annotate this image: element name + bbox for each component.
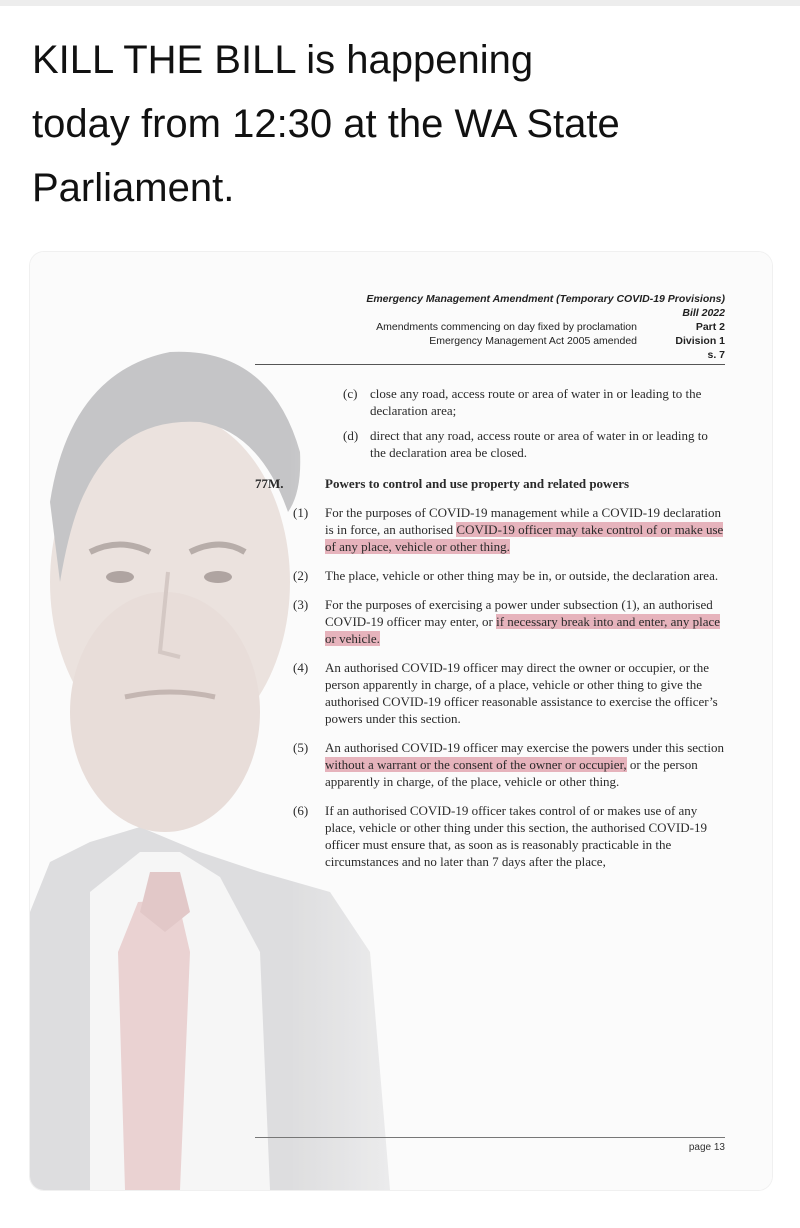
subsection-6-number: (6): [293, 803, 309, 818]
item-d: [255, 427, 725, 461]
subsection-2: [255, 567, 725, 584]
subsection-1-text: For the purposes of COVID-19 management while a COVID-19 declaration is in force, an authorised: [325, 505, 722, 537]
header-section: s. 7: [707, 349, 725, 361]
subsection-3-highlight: if necessary break into and enter, any place or vehicle.: [325, 614, 721, 646]
post-text-line-2: today from 12:30 at the WA State: [32, 102, 620, 146]
header-part: Part 2: [695, 321, 725, 333]
subsection-4-text: An authorised COVID-19 officer may direct the owner or occupier, or the person apparently in charge, of a place, vehicle or other thing to give the authorised COVID-19 officer reasonable assistance to exercise the officer’s powers under this section.: [325, 660, 718, 726]
subsection-4: [255, 659, 725, 727]
subsection-1-highlight: COVID-19 officer may take control of or make use of any place, vehicle or other thing.: [325, 522, 724, 554]
item-d-text: direct that any road, access route or area of water in or leading to the declaration area be closed.: [370, 428, 708, 460]
header-row-part: [255, 320, 725, 334]
subsection-4-number: (4): [293, 660, 309, 675]
post-text: [32, 28, 772, 220]
header-row-section: [255, 348, 725, 362]
item-c: [255, 385, 725, 419]
subsection-3-text: For the purposes of exercising a power under subsection (1), an authorised COVID-19 officer may enter, or: [325, 597, 713, 629]
header-rule: [255, 364, 725, 365]
post-image[interactable]: [30, 252, 772, 1190]
footer-rule: [255, 1137, 725, 1138]
page-number: page 13: [688, 1142, 725, 1153]
header-division: Division 1: [675, 335, 725, 347]
subsection-3-number: (3): [293, 597, 309, 612]
subsection-2-text: The place, vehicle or other thing may be in, or outside, the declaration area.: [325, 568, 719, 583]
item-d-number: (d): [343, 428, 359, 443]
post-text-line-1: KILL THE BILL is happening: [32, 38, 534, 82]
subsection-5-number: (5): [293, 740, 309, 755]
subsection-5: [255, 739, 725, 790]
item-c-text: close any road, access route or area of water in or leading to the declaration area;: [370, 386, 702, 418]
subsection-5-text-end: or the person apparently in charge, of the place, vehicle or other thing.: [325, 757, 698, 789]
subsection-1-number: (1): [293, 505, 309, 520]
previous-post-edge: [0, 0, 800, 6]
subsection-5-highlight: without a warrant or the consent of the owner or occupier,: [325, 757, 627, 772]
bill-year: Bill 2022: [682, 307, 725, 319]
page-header: [255, 292, 725, 365]
item-c-number: (c): [343, 386, 358, 401]
subsection-6-text: If an authorised COVID-19 officer takes control of or makes use of any place, vehicle or other thing under this section, the authorised COVID-19 officer must ensure that, as soon as is reasonably practicable in the circumstances and no later than 7 days after the place,: [325, 803, 707, 869]
header-commencement: Amendments commencing on day fixed by proclamation: [376, 321, 637, 333]
header-row-division: [255, 334, 725, 348]
section-title: Powers to control and use property and related powers: [325, 476, 630, 491]
section-77m-heading: [255, 475, 725, 492]
post-text-line-3: Parliament.: [32, 166, 235, 210]
subsection-3: [255, 596, 725, 647]
bill-title: Emergency Management Amendment (Temporary COVID-19 Provisions): [366, 293, 725, 305]
subsection-5-text: An authorised COVID-19 officer may exercise the powers under this section: [325, 740, 725, 755]
header-act: Emergency Management Act 2005 amended: [429, 335, 637, 347]
section-number: 77M.: [255, 476, 284, 491]
subsection-6: [255, 802, 725, 870]
bill-page: [255, 292, 725, 870]
subsection-1: [255, 504, 725, 555]
subsection-2-number: (2): [293, 568, 309, 583]
